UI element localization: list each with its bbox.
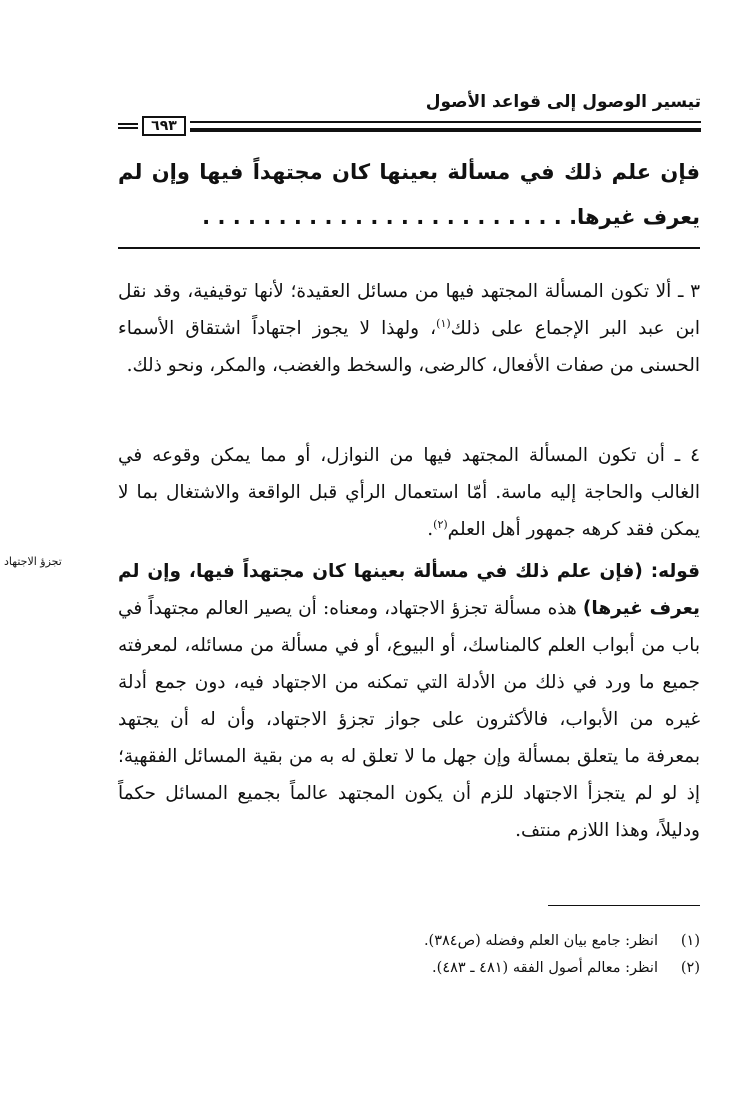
header-rule-left <box>118 123 138 129</box>
footnote-ref[interactable]: (١) <box>436 316 451 330</box>
footnotes <box>118 928 700 982</box>
paragraph-condition-3 <box>118 273 700 384</box>
matn-text: فإن علم ذلك في مسألة بعينها كان مجتهداً فيها وإن لم يعرف غيرها. . . . . . . . . . . . . . . . . . . . . . . . . <box>118 160 700 229</box>
matn-divider <box>118 247 700 249</box>
margin-note: تجزؤ الاجتهاد <box>4 555 62 568</box>
footnote-number: (٢) <box>680 960 700 976</box>
footnote-divider <box>548 905 700 906</box>
footnote-text: انظر: معالم أصول الفقه (٤٨١ ـ ٤٨٣). <box>432 960 658 976</box>
page-number: ٦٩٣ <box>142 116 186 136</box>
paragraph-text: ، ولهذا لا يجوز اجتهاداً اشتقاق الأسماء الحسنى من صفات الأفعال، كالرضى، والسخط والغضب، والمكر، ونحو ذلك. <box>118 318 700 376</box>
footnote-ref[interactable]: (٢) <box>433 517 448 531</box>
running-title: تيسير الوصول إلى قواعد الأصول <box>425 92 701 112</box>
header-rule-right <box>190 121 701 132</box>
paragraph-condition-4 <box>118 437 700 548</box>
paragraph-text: ٣ ـ ألا تكون المسألة المجتهد فيها من مسائل العقيدة؛ لأنها توقيفية، وقد نقل ابن عبد البر الإجماع على ذلك <box>118 281 700 339</box>
paragraph-text: . <box>427 519 434 540</box>
footnote-number: (١) <box>680 933 700 949</box>
header-rule <box>118 118 701 134</box>
footnote-item <box>118 928 700 955</box>
footnote-item <box>118 955 700 982</box>
commentary-lead: قوله: (فإن علم ذلك في مسألة بعينها كان مجتهداً فيها، وإن لم يعرف غيرها) <box>118 561 700 619</box>
paragraph-text: ٤ ـ أن تكون المسألة المجتهد فيها من النوازل، أو مما يمكن وقوعه في الغالب والحاجة إليه ماسة. أمّا استعمال الرأي قبل الواقعة والاشتغال بما لا يمكن فقد كرهه جمهور أهل العلم <box>118 445 700 540</box>
paragraph-commentary <box>118 553 700 849</box>
paragraph-text: هذه مسألة تجزؤ الاجتهاد، ومعناه: أن يصير العالم مجتهداً في باب من أبواب العلم كالمناسك، أو البيوع، أو في مسألة من مسائله، لمعرفته جميع ما ورد في ذلك من الأدلة التي تمكنه من الاجتهاد فيه، دون جمع أدلة غيره من الأبواب، فالأكثرون على جواز تجزؤ الاجتهاد، وأن له أن يجتهد بمعرفة ما يتعلق بمسألة وإن جهل ما لا تعلق له به من بقية المسائل الفقهية؛ إذ لو لم يتجزأ الاجتهاد للزم أن يكون المجتهد عالماً بجميع المسائل حكماً ودليلاً، وهذا اللازم منتف. <box>118 598 700 841</box>
footnote-text: انظر: جامع بيان العلم وفضله (ص٣٨٤). <box>423 933 658 949</box>
